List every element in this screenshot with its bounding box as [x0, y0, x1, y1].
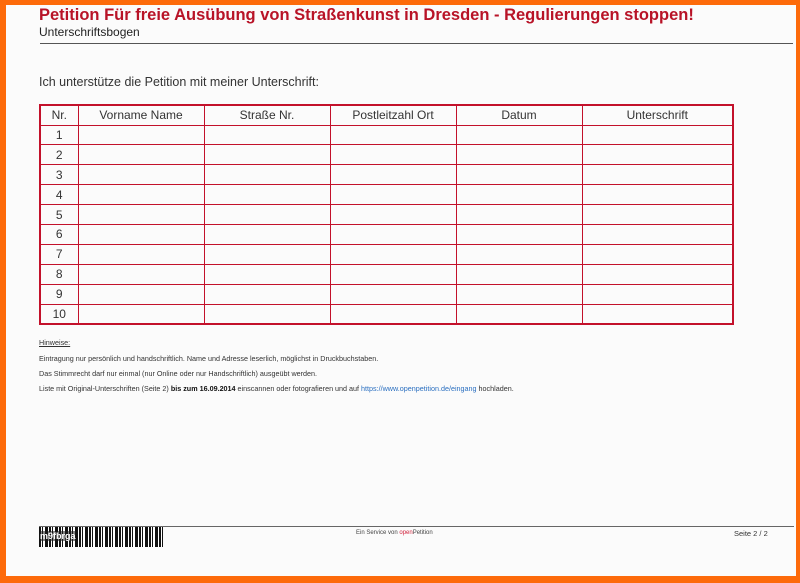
signature-cell[interactable]	[582, 205, 733, 225]
name-cell[interactable]	[78, 125, 204, 145]
signature-cell[interactable]	[582, 125, 733, 145]
date-cell[interactable]	[456, 145, 582, 165]
note-line: Das Stimmrecht darf nur einmal (nur Online oder nur Handschriftlich) ausgeübt werden.	[39, 369, 318, 379]
table-row	[40, 145, 733, 165]
street-cell[interactable]	[204, 125, 330, 145]
postcode-city-cell[interactable]	[330, 264, 456, 284]
date-cell[interactable]	[456, 284, 582, 304]
signature-table	[39, 104, 734, 325]
note-text: hochladen.	[476, 384, 514, 394]
row-number: 3	[40, 165, 78, 185]
postcode-city-cell[interactable]	[330, 284, 456, 304]
table-row	[40, 125, 733, 145]
row-number: 1	[40, 125, 78, 145]
signature-cell[interactable]	[582, 284, 733, 304]
name-cell[interactable]	[78, 284, 204, 304]
table-row	[40, 284, 733, 304]
page-number: Seite 2 / 2	[734, 529, 768, 538]
street-cell[interactable]	[204, 284, 330, 304]
brand-open: open	[399, 530, 413, 536]
signature-cell[interactable]	[582, 145, 733, 165]
table-row	[40, 165, 733, 185]
postcode-city-cell[interactable]	[330, 304, 456, 324]
signature-cell[interactable]	[582, 165, 733, 185]
row-number: 2	[40, 145, 78, 165]
row-number: 5	[40, 205, 78, 225]
note-text: einscannen oder fotografieren und auf	[235, 384, 362, 394]
table-row	[40, 224, 733, 244]
street-cell[interactable]	[204, 165, 330, 185]
date-cell[interactable]	[456, 165, 582, 185]
barcode	[39, 527, 163, 547]
name-cell[interactable]	[78, 264, 204, 284]
upload-link[interactable]: https://www.openpetition.de/eingang	[361, 384, 477, 394]
postcode-city-cell[interactable]	[330, 165, 456, 185]
date-cell[interactable]	[456, 244, 582, 264]
row-number: 9	[40, 284, 78, 304]
notes-section	[39, 338, 514, 400]
signature-cell[interactable]	[582, 185, 733, 205]
signature-cell[interactable]	[582, 264, 733, 284]
date-cell[interactable]	[456, 205, 582, 225]
postcode-city-cell[interactable]	[330, 205, 456, 225]
street-cell[interactable]	[204, 244, 330, 264]
postcode-city-cell[interactable]	[330, 244, 456, 264]
date-cell[interactable]	[456, 185, 582, 205]
postcode-city-cell[interactable]	[330, 145, 456, 165]
note-line: Eintragung nur persönlich und handschriftlich. Name und Adresse leserlich, möglichst in Druckbuchstaben.	[39, 354, 379, 363]
name-cell[interactable]	[78, 165, 204, 185]
street-cell[interactable]	[204, 145, 330, 165]
postcode-city-cell[interactable]	[330, 125, 456, 145]
name-cell[interactable]	[78, 145, 204, 165]
page-subtitle: Unterschriftsbogen	[39, 25, 140, 39]
street-cell[interactable]	[204, 264, 330, 284]
postcode-city-cell[interactable]	[330, 185, 456, 205]
row-number: 8	[40, 264, 78, 284]
signature-cell[interactable]	[582, 244, 733, 264]
column-header-postcode-city: Postleitzahl Ort	[330, 105, 456, 125]
deadline-text: bis zum 16.09.2014	[170, 384, 236, 394]
table-row	[40, 244, 733, 264]
notes-heading: Hinweise:	[39, 338, 71, 347]
table-row	[40, 264, 733, 284]
street-cell[interactable]	[204, 304, 330, 324]
table-row	[40, 185, 733, 205]
date-cell[interactable]	[456, 224, 582, 244]
postcode-city-cell[interactable]	[330, 224, 456, 244]
street-cell[interactable]	[204, 224, 330, 244]
date-cell[interactable]	[456, 264, 582, 284]
table-row	[40, 205, 733, 225]
row-number: 10	[40, 304, 78, 324]
signature-cell[interactable]	[582, 304, 733, 324]
name-cell[interactable]	[78, 244, 204, 264]
row-number: 6	[40, 224, 78, 244]
name-cell[interactable]	[78, 185, 204, 205]
column-header-name: Vorname Name	[78, 105, 204, 125]
date-cell[interactable]	[456, 304, 582, 324]
barcode-label: m9fbrga	[40, 531, 76, 541]
column-header-date: Datum	[456, 105, 582, 125]
table-row	[40, 304, 733, 324]
signature-cell[interactable]	[582, 224, 733, 244]
note-text: Liste mit Original-Unterschriften (Seite 2)	[39, 384, 171, 394]
row-number: 4	[40, 185, 78, 205]
petition-page	[6, 5, 796, 576]
intro-text: Ich unterstütze die Petition mit meiner Unterschrift:	[39, 75, 319, 89]
date-cell[interactable]	[456, 125, 582, 145]
column-header-signature: Unterschrift	[582, 105, 733, 125]
name-cell[interactable]	[78, 224, 204, 244]
header-divider	[40, 43, 793, 44]
page-title: Petition Für freie Ausübung von Straßenkunst in Dresden - Regulierungen stoppen!	[39, 6, 694, 24]
name-cell[interactable]	[78, 205, 204, 225]
brand-petition: Petition	[412, 530, 433, 536]
service-prefix: Ein Service von	[356, 530, 400, 536]
note-line	[39, 384, 514, 393]
column-header-nr: Nr.	[40, 105, 78, 125]
name-cell[interactable]	[78, 304, 204, 324]
service-credit	[356, 530, 433, 536]
row-number: 7	[40, 244, 78, 264]
table-header-row	[40, 105, 733, 125]
street-cell[interactable]	[204, 185, 330, 205]
column-header-street: Straße Nr.	[204, 105, 330, 125]
street-cell[interactable]	[204, 205, 330, 225]
